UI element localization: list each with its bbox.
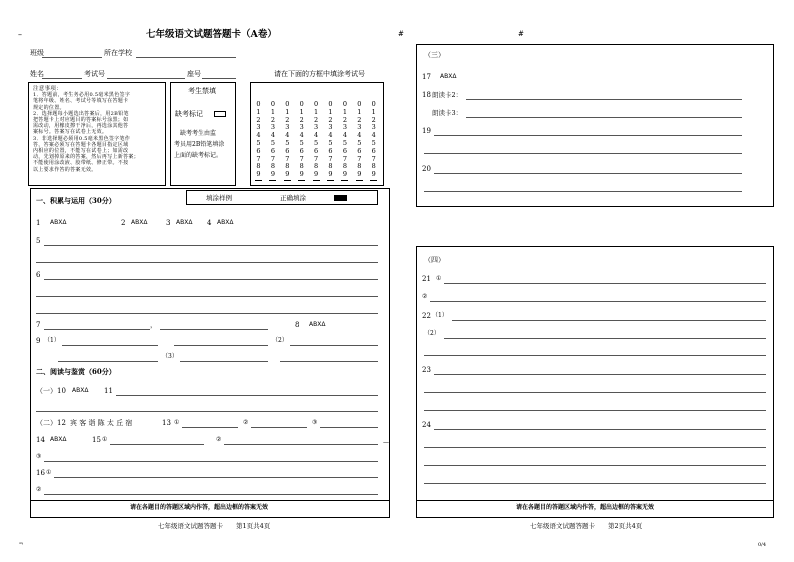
q21-label: 21 — [422, 275, 431, 283]
digit-bubble[interactable]: 3 — [299, 123, 304, 132]
q16-c2: ② — [36, 486, 42, 493]
page-title: 七年级语文试题答题卡（A卷） — [146, 29, 277, 40]
digit-bubble[interactable]: 8 — [285, 162, 290, 171]
q15-label: 15 — [92, 436, 101, 444]
section3-heading: （三） — [424, 51, 445, 59]
q9-label: 9 — [36, 337, 41, 345]
digit-bubble[interactable]: 0 — [357, 100, 362, 108]
digit-bubble[interactable]: 9 — [314, 170, 319, 179]
q24-label: 24 — [422, 421, 431, 429]
answer-line[interactable] — [424, 191, 742, 192]
digit-bubble[interactable]: 5 — [342, 138, 347, 147]
digit-bubble[interactable]: 9 — [285, 170, 290, 179]
exam-number-column[interactable] — [283, 101, 292, 179]
q9-part1: （1） — [44, 337, 60, 344]
notice-line: 2．选择题每小题选出答案后，用2B铅笔 — [33, 110, 129, 117]
footer-page: 七年级语文试题答题卡 第2页共4页 — [530, 522, 643, 530]
seat-field[interactable] — [202, 78, 236, 79]
column-tick — [284, 180, 291, 181]
digit-bubble[interactable]: 5 — [285, 138, 290, 147]
digit-bubble[interactable]: 1 — [270, 107, 275, 116]
digit-bubble[interactable]: 3 — [314, 123, 319, 132]
notice-line: 1．答题前，考生务必用0.5毫米黑色签字 — [33, 92, 131, 99]
digit-bubble[interactable]: 8 — [357, 162, 362, 171]
absent-note: 考员用2B铅笔填涂 — [174, 141, 225, 148]
q21-c1: ① — [436, 275, 442, 282]
q19-label: 19 — [422, 127, 431, 135]
answer-line[interactable] — [224, 444, 378, 445]
answer-line[interactable] — [160, 329, 268, 330]
answer-line[interactable] — [251, 427, 307, 428]
digit-bubble[interactable]: 9 — [270, 170, 275, 179]
notice-line: 规定的位置。 — [33, 104, 65, 111]
digit-bubble[interactable]: 5 — [328, 138, 333, 147]
digit-bubble[interactable]: 1 — [285, 107, 290, 116]
digit-bubble[interactable]: 5 — [270, 138, 275, 147]
digit-bubble[interactable]: 4 — [256, 131, 261, 140]
digit-bubble[interactable]: 6 — [357, 146, 362, 155]
q16-c1: ① — [46, 469, 52, 476]
notice-line: 需改动，用橡皮擦干净后，再选涂其他答 — [33, 123, 129, 130]
digit-bubble[interactable]: 1 — [371, 107, 376, 116]
absent-note: 缺考考生由监 — [180, 130, 217, 137]
name-field[interactable] — [42, 78, 82, 79]
digit-bubble[interactable]: 9 — [371, 170, 376, 179]
q7-label: 7 — [36, 321, 41, 329]
answer-line[interactable] — [424, 153, 742, 154]
q22-label: 22 — [422, 312, 431, 320]
q5-label: 5 — [36, 237, 41, 245]
q14-label: 14 — [36, 436, 45, 444]
answer-line[interactable] — [110, 444, 204, 445]
answer-line[interactable] — [44, 494, 378, 495]
digit-bubble[interactable]: 2 — [342, 115, 347, 124]
answer-line[interactable] — [54, 477, 378, 478]
exam-number-column[interactable] — [297, 101, 306, 179]
exam-no-label: 考试号 — [84, 70, 105, 78]
answer-line[interactable] — [444, 283, 766, 284]
school-label: 所在学校 — [104, 49, 132, 57]
answer-line[interactable] — [36, 296, 378, 297]
answer-line[interactable] — [424, 447, 766, 448]
hash-mark: # — [518, 30, 524, 38]
digit-bubble[interactable]: 1 — [328, 107, 333, 116]
digit-bubble[interactable]: 8 — [299, 162, 304, 171]
answer-line[interactable] — [320, 427, 378, 428]
section4-heading: （四） — [424, 256, 445, 264]
q9-part3: （3） — [162, 353, 178, 360]
notice-line: 内相应的位置，不能写在试卷上；如需改 — [33, 148, 129, 155]
digit-bubble[interactable]: 2 — [371, 115, 376, 124]
digit-bubble[interactable]: 2 — [285, 115, 290, 124]
q15-c3: ③ — [36, 453, 42, 460]
answer-line[interactable] — [36, 313, 378, 314]
q3-options[interactable]: ABXΔ — [176, 219, 193, 226]
digit-bubble[interactable]: 3 — [371, 123, 376, 132]
digit-bubble[interactable]: 5 — [371, 138, 376, 147]
answer-line[interactable] — [424, 483, 766, 484]
digit-bubble[interactable]: 9 — [328, 170, 333, 179]
absent-title: 考生禁填 — [188, 87, 216, 95]
answer-line[interactable] — [44, 245, 378, 246]
digit-bubble[interactable]: 2 — [328, 115, 333, 124]
q15-c1: ① — [102, 436, 108, 443]
exam-number-column[interactable] — [326, 101, 335, 179]
digit-bubble[interactable]: 2 — [299, 115, 304, 124]
digit-bubble[interactable]: 1 — [342, 107, 347, 116]
digit-bubble[interactable]: 5 — [299, 138, 304, 147]
digit-bubble[interactable]: 7 — [371, 154, 376, 163]
digit-bubble[interactable]: 5 — [256, 138, 261, 147]
digit-bubble[interactable]: 6 — [371, 146, 376, 155]
digit-bubble[interactable]: 9 — [357, 170, 362, 179]
q3-label: 3 — [166, 219, 171, 227]
digit-bubble[interactable]: 2 — [256, 115, 261, 124]
digit-bubble[interactable]: 6 — [285, 146, 290, 155]
answer-line[interactable] — [44, 329, 150, 330]
digit-bubble[interactable]: 2 — [357, 115, 362, 124]
digit-bubble[interactable]: 9 — [256, 170, 261, 179]
digit-bubble[interactable]: 4 — [285, 131, 290, 140]
column-tick — [370, 180, 377, 181]
answer-line[interactable] — [434, 135, 742, 136]
digit-bubble[interactable]: 4 — [314, 131, 319, 140]
q8-options[interactable]: ABXΔ — [309, 321, 326, 328]
section2-heading: 二、阅读与鉴赏（60分） — [36, 367, 116, 376]
notice-line: 不能使用涂改液、胶带纸、修正带。不按 — [33, 160, 129, 167]
q21-c2: ② — [422, 293, 428, 300]
fill-correct-label: 正确填涂 — [280, 194, 306, 202]
column-tick — [269, 180, 276, 181]
notice-line: 把答题卡上对应题目的答案标号涂黑；如 — [33, 117, 129, 124]
exam-no-field[interactable] — [107, 78, 185, 79]
q1-options[interactable]: ABXΔ — [50, 219, 67, 226]
name-label: 姓名 — [30, 70, 44, 78]
answer-line[interactable] — [116, 395, 378, 396]
digit-bubble[interactable]: 9 — [342, 170, 347, 179]
footer-page: 七年级语文试题答题卡 第1页共4页 — [158, 522, 271, 530]
q22-part1: （1） — [432, 312, 448, 319]
answer-line[interactable] — [36, 411, 378, 412]
digit-bubble[interactable]: 3 — [357, 123, 362, 132]
q22-part2: （2） — [424, 330, 440, 337]
digit-bubble[interactable]: 7 — [285, 154, 290, 163]
digit-bubble[interactable]: 4 — [342, 131, 347, 140]
q15-c2: ② — [216, 436, 222, 443]
digit-bubble[interactable]: 7 — [328, 154, 333, 163]
digit-bubble[interactable]: 1 — [357, 107, 362, 116]
q10-options[interactable]: ABXΔ — [72, 387, 89, 394]
fold-mark: — — [383, 439, 389, 446]
digit-bubble[interactable]: 3 — [285, 123, 290, 132]
q17-label: 17 — [422, 73, 431, 81]
answer-line[interactable] — [430, 301, 766, 302]
digit-bubble[interactable]: 7 — [256, 154, 261, 163]
digit-bubble[interactable]: 6 — [314, 146, 319, 155]
q2-options[interactable]: ABXΔ — [131, 219, 148, 226]
answer-line[interactable] — [44, 279, 378, 280]
digit-bubble[interactable]: 7 — [314, 154, 319, 163]
notice-box — [28, 82, 166, 186]
q9-part2: （2） — [272, 337, 288, 344]
answer-line[interactable] — [434, 429, 766, 430]
answer-line[interactable] — [466, 99, 742, 100]
digit-bubble[interactable]: 0 — [270, 100, 275, 108]
q13-c3: ③ — [312, 419, 318, 426]
digit-bubble[interactable]: 0 — [342, 100, 347, 108]
registration-mark: ᆿ — [18, 539, 24, 546]
q13-c2: ② — [243, 419, 249, 426]
digit-bubble[interactable]: 9 — [299, 170, 304, 179]
column-tick — [255, 180, 262, 181]
exam-number-column[interactable] — [312, 101, 321, 179]
q6-label: 6 — [36, 271, 41, 279]
q10-label: （一）10 — [36, 387, 66, 395]
hash-mark: # — [398, 30, 404, 38]
q12-text: 宾 客 诣 陈 太 丘 宿 — [70, 419, 133, 427]
absent-mark-label: 缺考标记 — [175, 110, 203, 118]
reader2-label: 朗读卡2： — [432, 91, 463, 99]
answer-line[interactable] — [290, 345, 378, 346]
digit-bubble[interactable]: 0 — [328, 100, 333, 108]
digit-bubble[interactable]: 6 — [256, 146, 261, 155]
digit-bubble[interactable]: 4 — [328, 131, 333, 140]
q18-label: 18 — [422, 91, 431, 99]
notice-title: 注意事项： — [33, 86, 63, 92]
exam-number-column[interactable] — [355, 101, 364, 179]
digit-bubble[interactable]: 6 — [299, 146, 304, 155]
column-tick — [341, 180, 348, 181]
digit-bubble[interactable]: 7 — [270, 154, 275, 163]
digit-bubble[interactable]: 7 — [342, 154, 347, 163]
digit-bubble[interactable]: 4 — [270, 131, 275, 140]
q23-label: 23 — [422, 366, 431, 374]
column-tick — [356, 180, 363, 181]
q2-label: 2 — [121, 219, 126, 227]
absent-note: 上面的缺考标记。 — [174, 152, 223, 159]
digit-bubble[interactable]: 3 — [342, 123, 347, 132]
answer-line[interactable] — [44, 461, 378, 462]
exam-number-column[interactable] — [254, 101, 263, 179]
section1-heading: 一、积累与运用（30分） — [36, 196, 116, 205]
digit-bubble[interactable]: 6 — [342, 146, 347, 155]
q14-options[interactable]: ABXΔ — [50, 436, 67, 443]
digit-bubble[interactable]: 8 — [256, 162, 261, 171]
answer-line[interactable] — [424, 392, 766, 393]
footer-warning: 请在各题目的答题区域内作答，超出边框的答案无效 — [130, 504, 269, 511]
school-field[interactable] — [136, 57, 236, 58]
notice-line: 以上要求作答的答案无效。 — [33, 166, 97, 173]
corner-mark: 0/4 — [758, 542, 767, 548]
footer-warning: 请在各题目的答题区域内作答，超出边框的答案无效 — [516, 504, 655, 511]
digit-bubble[interactable]: 1 — [299, 107, 304, 116]
notice-line: 动，先划掉原来的答案，然后再写上新答案； — [33, 154, 140, 161]
digit-bubble[interactable]: 8 — [314, 162, 319, 171]
seat-label: 座号 — [187, 70, 201, 78]
column-tick — [313, 180, 320, 181]
digit-bubble[interactable]: 8 — [270, 162, 275, 171]
digit-bubble[interactable]: 0 — [371, 100, 376, 108]
answer-area-page1 — [30, 188, 390, 518]
digit-bubble[interactable]: 4 — [371, 131, 376, 140]
digit-bubble[interactable]: 1 — [256, 107, 261, 116]
digit-bubble[interactable]: 8 — [342, 162, 347, 171]
exam-number-column[interactable] — [340, 101, 349, 179]
answer-line[interactable] — [444, 338, 766, 339]
q17-options[interactable]: ABXΔ — [440, 73, 457, 80]
q7-comma: ， — [150, 321, 157, 329]
digit-bubble[interactable]: 3 — [270, 123, 275, 132]
q13-c1: ① — [174, 419, 180, 426]
q11-label: 11 — [104, 387, 113, 395]
answer-line[interactable] — [182, 427, 238, 428]
divider — [30, 500, 390, 501]
digit-bubble[interactable]: 7 — [299, 154, 304, 163]
answer-line[interactable] — [36, 262, 378, 263]
q4-label: 4 — [207, 219, 212, 227]
q1-label: 1 — [36, 219, 41, 227]
answer-line[interactable] — [280, 361, 378, 362]
notice-line: 3．非选择题必须用0.5毫米黑色签字笔作 — [33, 135, 131, 142]
digit-bubble[interactable]: 8 — [371, 162, 376, 171]
digit-bubble[interactable]: 1 — [314, 107, 319, 116]
fill-example-label: 填涂样例 — [206, 194, 232, 202]
notice-line: 笔将年级、姓名、考试号等填写在答题卡 — [33, 98, 129, 105]
answer-line[interactable] — [434, 374, 766, 375]
digit-bubble[interactable]: 0 — [285, 100, 290, 108]
column-tick — [327, 180, 334, 181]
answer-area-page2-bottom — [416, 246, 774, 518]
q13-label: 13 — [162, 419, 171, 427]
exam-number-column[interactable] — [268, 101, 277, 179]
notice-line: 答，答案必须写在答题卡各题目指定区域 — [33, 141, 129, 148]
class-field[interactable] — [42, 57, 102, 58]
digit-bubble[interactable]: 6 — [270, 146, 275, 155]
grid-instruction: 请在下面的方框中填涂考试号 — [274, 70, 365, 78]
column-tick — [298, 180, 305, 181]
digit-bubble[interactable]: 3 — [328, 123, 333, 132]
digit-bubble[interactable]: 2 — [314, 115, 319, 124]
answer-line[interactable] — [424, 410, 766, 411]
digit-bubble[interactable]: 3 — [256, 123, 261, 132]
answer-line[interactable] — [452, 320, 766, 321]
exam-number-column[interactable] — [369, 101, 378, 179]
answer-line[interactable] — [424, 465, 766, 466]
answer-line[interactable] — [180, 361, 268, 362]
answer-line[interactable] — [58, 361, 158, 362]
answer-line[interactable] — [466, 117, 742, 118]
registration-mark: – — [18, 30, 22, 39]
absent-mark-box[interactable] — [214, 111, 226, 117]
digit-bubble[interactable]: 0 — [314, 100, 319, 108]
digit-bubble[interactable]: 5 — [314, 138, 319, 147]
answer-line[interactable] — [434, 173, 742, 174]
answer-line[interactable] — [62, 345, 158, 346]
digit-bubble[interactable]: 4 — [357, 131, 362, 140]
reader3-label: 朗读卡3： — [432, 109, 463, 117]
digit-bubble[interactable]: 2 — [270, 115, 275, 124]
digit-bubble[interactable]: 5 — [357, 138, 362, 147]
q16-label: 16 — [36, 469, 45, 477]
digit-bubble[interactable]: 0 — [256, 100, 261, 108]
divider — [416, 500, 774, 501]
answer-line[interactable] — [424, 355, 766, 356]
q20-label: 20 — [422, 165, 431, 173]
answer-line[interactable] — [174, 345, 268, 346]
digit-bubble[interactable]: 7 — [357, 154, 362, 163]
digit-bubble[interactable]: 8 — [328, 162, 333, 171]
class-label: 班级 — [30, 49, 44, 57]
digit-bubble[interactable]: 4 — [299, 131, 304, 140]
answer-area-page2-top — [416, 44, 774, 207]
digit-bubble[interactable]: 0 — [299, 100, 304, 108]
notice-text — [33, 86, 139, 173]
notice-line: 案标号。答案写在试卷上无效。 — [33, 129, 108, 136]
q12-label: （二）12 — [36, 419, 66, 427]
q8-label: 8 — [295, 321, 300, 329]
digit-bubble[interactable]: 6 — [328, 146, 333, 155]
q4-options[interactable]: ABXΔ — [217, 219, 234, 226]
